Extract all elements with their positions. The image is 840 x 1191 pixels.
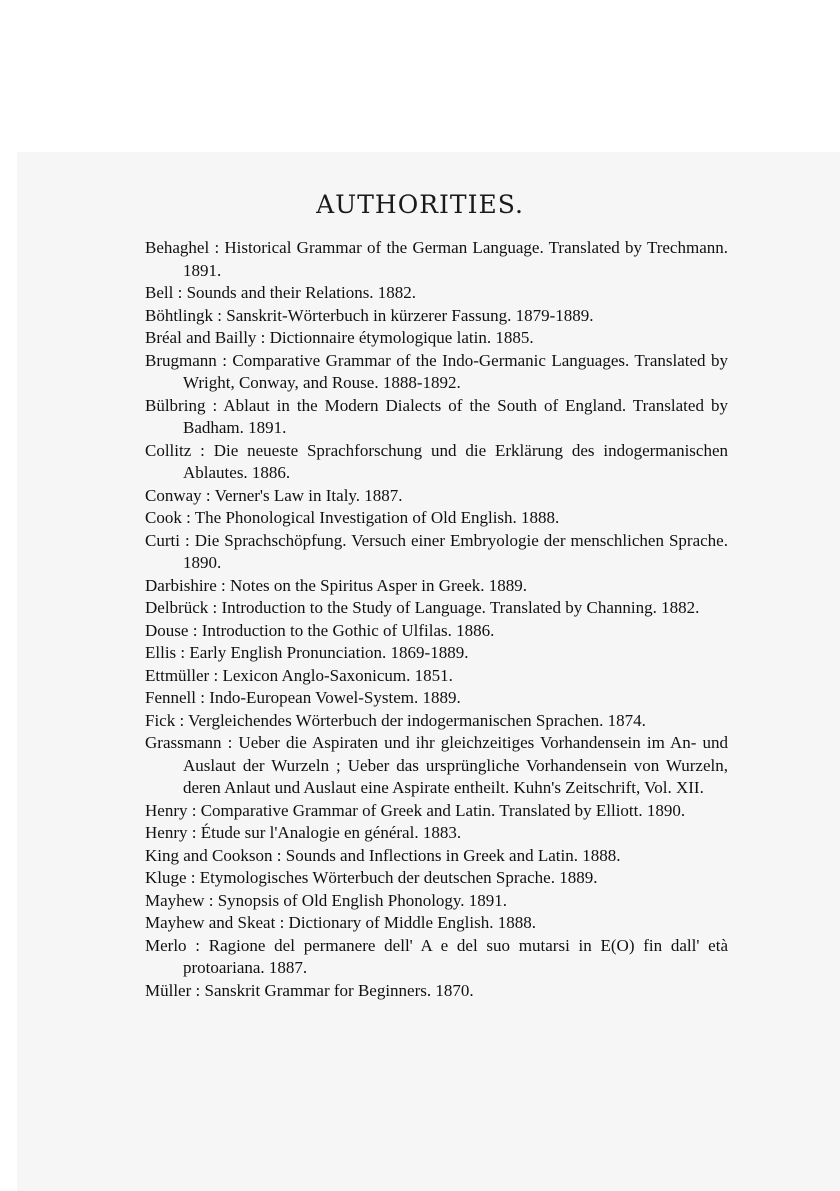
entry-author: Bréal and Bailly <box>145 328 257 347</box>
entry-separator: : <box>175 710 189 730</box>
authority-entry <box>145 237 728 282</box>
entry-author: Mayhew <box>145 890 205 910</box>
entry-author: Behaghel <box>145 238 210 257</box>
entry-separator: : <box>209 238 225 257</box>
entry-text: Historical Grammar of the German Language. Translated by Trechmann. 1891. <box>183 238 728 280</box>
authority-entry <box>145 575 728 598</box>
entry-separator: : <box>275 913 289 932</box>
entry-author: Böhtlingk <box>145 305 214 325</box>
entry-separator: : <box>205 395 224 415</box>
entry-separator: : <box>256 328 270 347</box>
entry-text: Die neueste Sprachforschung und die Erklärung des indogermanischen Ablautes. 1886. <box>183 440 728 482</box>
authority-entry <box>145 485 728 508</box>
authority-entry <box>145 935 728 980</box>
entry-separator: : <box>181 508 195 527</box>
entry-text: Vergleichendes Wörterbuch der indogermanischen Sprachen. 1874. <box>188 710 646 730</box>
entry-author: Henry <box>145 800 188 820</box>
entry-author: Merlo <box>145 935 187 955</box>
entry-author: Bülbring <box>145 395 206 415</box>
entry-text: Ragione del permanere dell' A e del suo mutarsi in E(O) fin dall' età protoariana. 1887. <box>183 935 728 977</box>
entry-separator: : <box>186 935 209 955</box>
entry-separator: : <box>213 305 227 325</box>
entry-text: The Phonological Investigation of Old English. 1888. <box>194 508 560 527</box>
authority-entry <box>145 665 728 688</box>
authority-entry <box>145 822 728 845</box>
entry-author: Bell <box>145 283 174 302</box>
entry-author: King and Cookson <box>145 845 273 865</box>
entry-separator: : <box>173 283 187 302</box>
entry-separator: : <box>208 598 222 617</box>
entry-author: Darbishire <box>145 575 217 595</box>
entry-author: Delbrück <box>145 598 209 617</box>
entry-separator: : <box>196 688 210 707</box>
authority-entry <box>145 507 728 530</box>
authority-entry <box>145 980 728 1003</box>
entry-author: Fick <box>145 710 176 730</box>
entry-separator: : <box>201 485 215 505</box>
entry-separator: : <box>179 530 195 550</box>
entry-author: Collitz <box>145 440 192 460</box>
entry-separator: : <box>176 643 190 662</box>
entry-separator: : <box>216 350 233 370</box>
authority-entry <box>145 912 728 935</box>
entry-text: Sanskrit-Wörterbuch in kürzerer Fassung. 1879-1889. <box>226 305 594 325</box>
entry-text: Sounds and their Relations. 1882. <box>186 283 417 302</box>
page-title: AUTHORITIES. <box>316 190 524 219</box>
entry-author: Ellis <box>145 643 177 662</box>
entry-separator: : <box>187 800 201 820</box>
authority-entry <box>145 890 728 913</box>
entry-separator: : <box>191 980 205 1000</box>
entry-author: Grassmann <box>145 733 222 752</box>
entry-text: Etymologisches Wörterbuch der deutschen Sprache. 1889. <box>199 868 598 887</box>
entry-text: Comparative Grammar of Greek and Latin. Translated by Elliott. 1890. <box>200 800 686 820</box>
entry-author: Ettmüller <box>145 665 210 685</box>
entry-separator: : <box>204 890 218 910</box>
entry-text: Indo-European Vowel-System. 1889. <box>209 688 461 707</box>
entry-text: Lexicon Anglo-Saxonicum. 1851. <box>222 665 453 685</box>
entry-text: Synopsis of Old English Phonology. 1891. <box>217 890 508 910</box>
authority-entry <box>145 440 728 485</box>
entry-text: Ueber die Aspiraten und ihr gleichzeitiges Vorhandensein im An- und Auslaut der Wurzeln ; Ueber das ursprüngliche Vorhandensein von Wurzeln, deren Anlaut und Auslaut eine Aspirate entheilt. Kuhn's Zeitschrift, Vol. XII. <box>183 733 728 797</box>
authority-entry <box>145 687 728 710</box>
authority-entry <box>145 350 728 395</box>
entry-separator: : <box>191 440 214 460</box>
authority-entry <box>145 282 728 305</box>
entry-text: Introduction to the Gothic of Ulfilas. 1886. <box>201 620 495 640</box>
entry-separator: : <box>186 868 200 887</box>
entry-author: Cook <box>145 508 182 527</box>
entry-text: Dictionary of Middle English. 1888. <box>288 913 536 932</box>
entry-text: Notes on the Spiritus Asper in Greek. 1889. <box>230 575 527 595</box>
entry-separator: : <box>272 845 286 865</box>
authorities-list <box>145 237 728 1002</box>
authority-entry <box>145 642 728 665</box>
entry-text: Sanskrit Grammar for Beginners. 1870. <box>204 980 474 1000</box>
entry-separator: : <box>209 665 223 685</box>
entry-text: Ablaut in the Modern Dialects of the South of England. Translated by Badham. 1891. <box>183 395 728 437</box>
entry-author: Brugmann <box>145 350 217 370</box>
entry-author: Kluge <box>145 868 187 887</box>
authority-entry <box>145 395 728 440</box>
authority-entry <box>145 327 728 350</box>
entry-separator: : <box>187 823 201 842</box>
entry-author: Douse <box>145 620 189 640</box>
entry-author: Müller <box>145 980 192 1000</box>
entry-separator: : <box>221 733 239 752</box>
entry-author: Curti <box>145 530 180 550</box>
entry-separator: : <box>188 620 202 640</box>
authority-entry <box>145 305 728 328</box>
entry-text: Sounds and Inflections in Greek and Latin. 1888. <box>285 845 621 865</box>
entry-author: Fennell <box>145 688 196 707</box>
authority-entry <box>145 800 728 823</box>
authority-entry <box>145 710 728 733</box>
entry-author: Henry <box>145 823 188 842</box>
entry-separator: : <box>216 575 230 595</box>
authority-entry <box>145 845 728 868</box>
entry-text: Verner's Law in Italy. 1887. <box>214 485 403 505</box>
entry-text: Die Sprachschöpfung. Versuch einer Embryologie der menschlichen Sprache. 1890. <box>183 530 728 572</box>
entry-text: Comparative Grammar of the Indo-Germanic Languages. Translated by Wright, Conway, and Rouse. 1888-1892. <box>183 350 728 392</box>
authority-entry <box>145 732 728 800</box>
entry-text: Étude sur l'Analogie en général. 1883. <box>200 823 462 842</box>
entry-text: Dictionnaire étymologique latin. 1885. <box>269 328 534 347</box>
entry-author: Conway <box>145 485 202 505</box>
authority-entry <box>145 867 728 890</box>
authority-entry <box>145 620 728 643</box>
entry-text: Early English Pronunciation. 1869-1889. <box>189 643 469 662</box>
authority-entry <box>145 530 728 575</box>
entry-author: Mayhew and Skeat <box>145 913 276 932</box>
entry-text: Introduction to the Study of Language. Translated by Channing. 1882. <box>221 598 700 617</box>
authority-entry <box>145 597 728 620</box>
